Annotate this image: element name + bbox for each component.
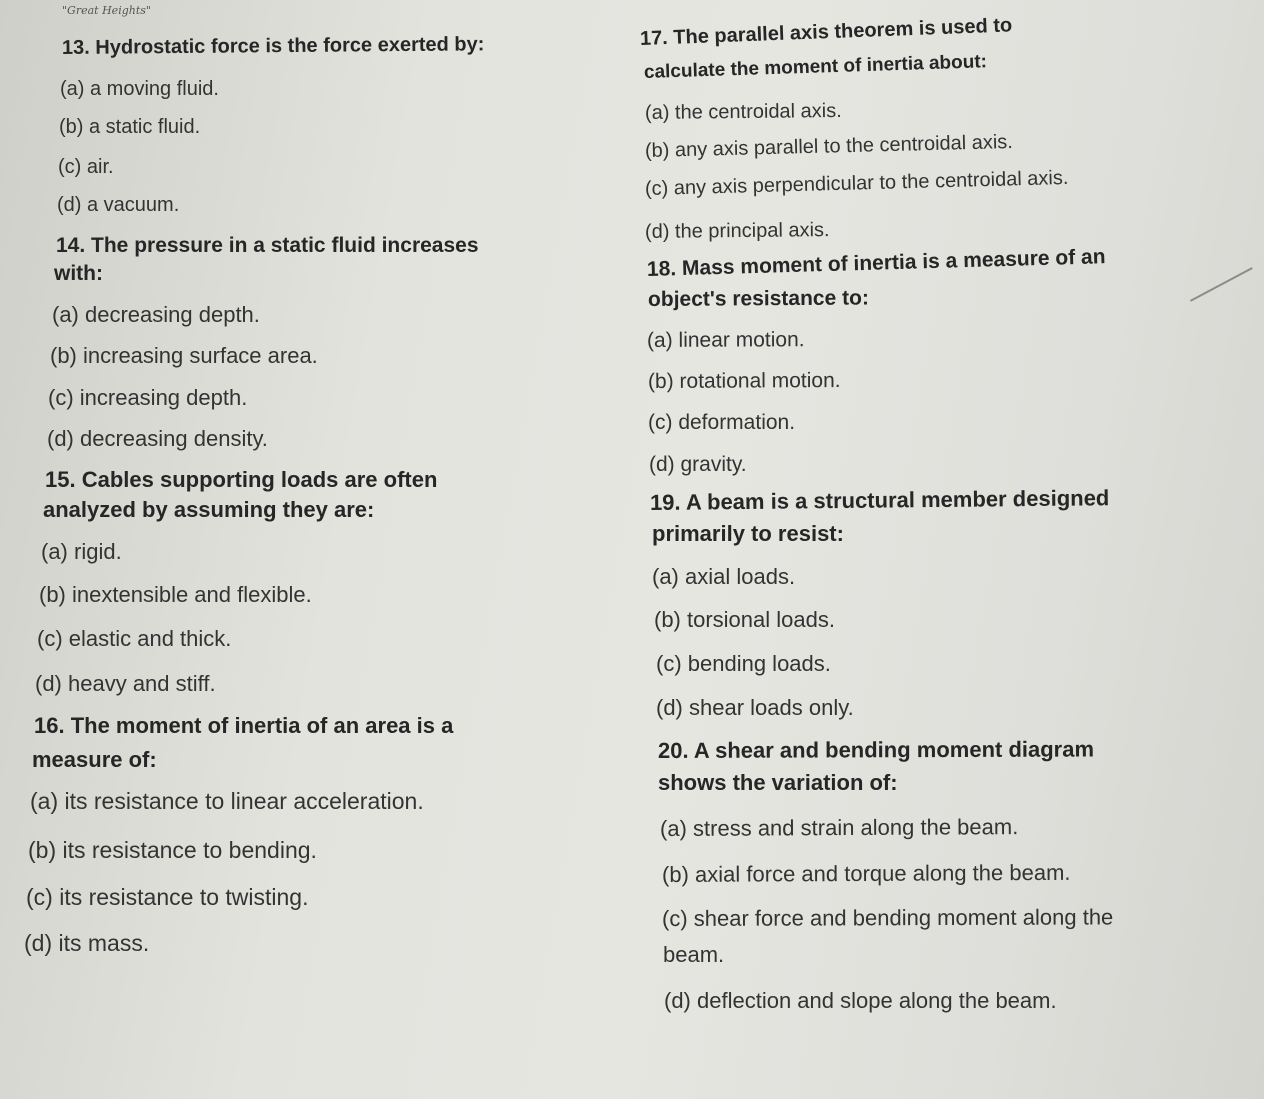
- question-18-stem-line-2: object's resistance to:: [647, 286, 869, 311]
- question-16-stem-line-1: 16. The moment of inertia of an area is a: [34, 713, 454, 738]
- question-15-stem-line-1: 15. Cables supporting loads are often: [45, 467, 438, 492]
- question-20-option-b: (b) axial force and torque along the beam.: [661, 859, 1071, 887]
- right-column: [620, 0, 1264, 1099]
- question-13-option-d: (d) a vacuum.: [57, 194, 180, 216]
- question-15-option-c: (c) elastic and thick.: [37, 626, 232, 651]
- question-17-stem-line-2: calculate the moment of inertia about:: [643, 51, 988, 83]
- question-17-option-d: (d) the principal axis.: [644, 219, 830, 243]
- question-19-option-d: (d) shear loads only.: [656, 695, 854, 720]
- question-16-option-d: (d) its mass.: [24, 930, 150, 956]
- question-17-option-a: (a) the centroidal axis.: [644, 99, 842, 124]
- question-14-option-d: (d) decreasing density.: [47, 426, 268, 451]
- question-17-option-c: (c) any axis perpendicular to the centroidal axis.: [644, 166, 1069, 200]
- question-17-option-b: (b) any axis parallel to the centroidal axis.: [644, 131, 1014, 162]
- question-19-stem-line-1: 19. A beam is a structural member designed: [649, 485, 1110, 515]
- question-14-stem-line-1: 14. The pressure in a static fluid increases: [56, 234, 479, 257]
- handwritten-note: "Great Heights": [62, 4, 151, 17]
- question-14-option-c: (c) increasing depth.: [48, 385, 248, 410]
- question-14-stem-line-2: with:: [54, 262, 103, 285]
- question-18-option-b: (b) rotational motion.: [647, 368, 841, 393]
- question-19-option-b: (b) torsional loads.: [654, 607, 835, 632]
- question-15-option-b: (b) inextensible and flexible.: [39, 582, 312, 607]
- question-13-stem: 13. Hydrostatic force is the force exerted by:: [61, 33, 485, 59]
- question-15-option-d: (d) heavy and stiff.: [35, 671, 216, 696]
- question-16-option-a: (a) its resistance to linear acceleration.: [30, 788, 424, 814]
- question-20-option-d: (d) deflection and slope along the beam.: [664, 988, 1057, 1013]
- question-20-option-c-line-2: beam.: [663, 942, 725, 967]
- left-column: [0, 0, 620, 1099]
- question-20-option-c-line-1: (c) shear force and bending moment along the: [661, 904, 1114, 931]
- question-16-stem-line-2: measure of:: [32, 747, 157, 772]
- question-16-option-c: (c) its resistance to twisting.: [26, 884, 309, 910]
- question-18-option-c: (c) deformation.: [648, 411, 796, 434]
- question-20-option-a: (a) stress and strain along the beam.: [659, 814, 1019, 841]
- question-18-stem-line-1: 18. Mass moment of inertia is a measure of an: [646, 245, 1106, 281]
- question-18-option-d: (d) gravity.: [649, 453, 747, 476]
- question-20-stem-line-2: shows the variation of:: [658, 770, 898, 795]
- question-13-option-c: (c) air.: [58, 156, 114, 178]
- question-13-option-a: (a) a moving fluid.: [60, 78, 219, 100]
- question-17-stem-line-1: 17. The parallel axis theorem is used to: [639, 14, 1013, 50]
- question-16-option-b: (b) its resistance to bending.: [28, 837, 317, 863]
- question-14-option-a: (a) decreasing depth.: [52, 302, 260, 327]
- question-19-stem-line-2: primarily to resist:: [652, 521, 844, 546]
- question-13-option-b: (b) a static fluid.: [59, 116, 201, 138]
- question-18-option-a: (a) linear motion.: [646, 328, 805, 352]
- question-14-option-b: (b) increasing surface area.: [50, 343, 318, 368]
- question-15-stem-line-2: analyzed by assuming they are:: [43, 497, 375, 522]
- question-19-option-c: (c) bending loads.: [656, 651, 831, 676]
- question-15-option-a: (a) rigid.: [41, 539, 122, 564]
- question-19-option-a: (a) axial loads.: [652, 564, 796, 589]
- question-20-stem-line-1: 20. A shear and bending moment diagram: [657, 736, 1095, 763]
